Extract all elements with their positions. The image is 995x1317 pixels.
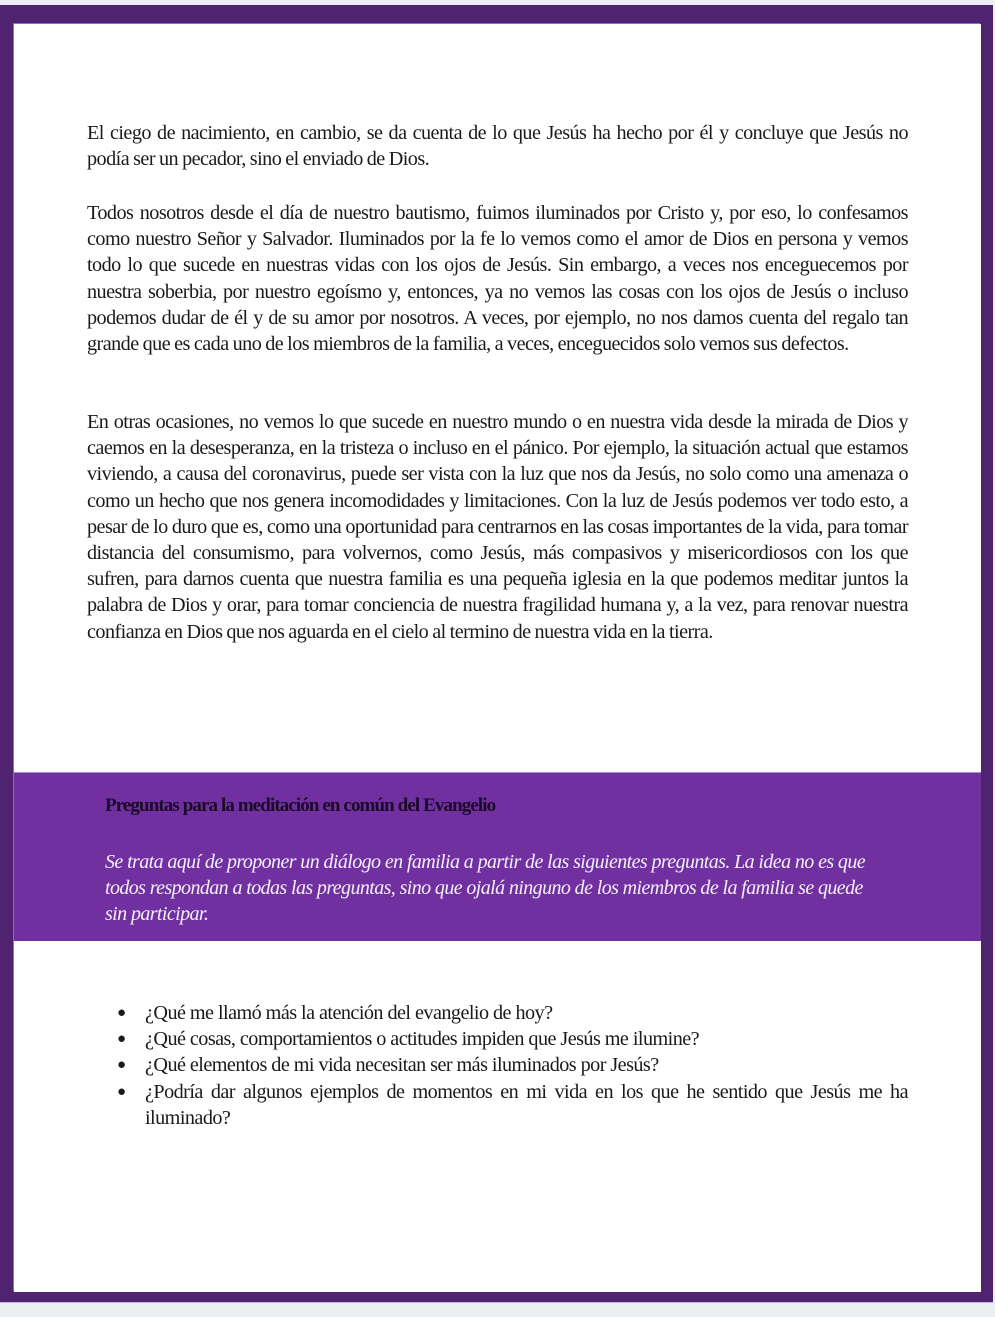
bullet-icon: ● — [117, 1083, 126, 1100]
paragraph-1 — [87, 120, 908, 172]
question-item — [107, 1026, 908, 1052]
paragraph-1-text: El ciego de nacimiento, en cambio, se da cuenta de lo que Jesús ha hecho por él y concluye que Jesús no podía ser un pecador, sino el enviado de Dios. — [87, 122, 908, 171]
meditation-banner — [14, 772, 981, 941]
question-text: ¿Qué me llamó más la atención del evangelio de hoy? — [145, 1002, 553, 1024]
question-list — [107, 1000, 908, 1131]
page-frame — [0, 5, 993, 1302]
paragraph-3-text: En otras ocasiones, no vemos lo que sucede en nuestro mundo o en nuestra vida desde la mirada de Dios y caemos en la desesperanza, en la tristeza o incluso en el pánico. Por ejemplo, la situación actual que estamos viviendo, a causa del coronavirus, puede ser vista con la luz que nos da Jesús, no solo como una amenaza o como un hecho que nos genera incomodidades y limitaciones. Con la luz de Jesús podemos ver todo esto, a pesar de lo duro que es, como una oportunidad para centrarnos en las cosas importantes de la vida, para tomar distancia del consumismo, para volvernos, como Jesús, más compasivos y misericordiosos con los que sufren, para darnos cuenta que nuestra familia es una pequeña iglesia en la que podemos meditar juntos la palabra de Dios y orar, para tomar conciencia de nuestra fragilidad humana y, a la vez, para renovar nuestra confianza en Dios que nos aguarda en el cielo al termino de nuestra vida en la tierra. — [87, 411, 908, 643]
bullet-icon: ● — [117, 1005, 126, 1021]
question-item — [107, 1000, 908, 1026]
paragraph-2 — [87, 200, 908, 357]
question-text: ¿Qué cosas, comportamientos o actitudes impiden que Jesús me ilumine? — [145, 1028, 700, 1051]
question-item — [107, 1079, 908, 1131]
paragraph-2-text: Todos nosotros desde el día de nuestro bautismo, fuimos iluminados por Cristo y, por eso, lo confesamos como nuestro Señor y Salvador. Iluminados por la fe lo vemos como el amor de Dios en persona y vemos todo lo que sucede en nuestras vidas con los ojos de Jesús. Sin embargo, a veces nos enceguecemos por nuestra soberbia, por nuestro egoísmo y, entonces, ya no vemos las cosas con los ojos de Jesús o incluso podemos dudar de él y de su amor por nosotros. A veces, por ejemplo, no nos damos cuenta del regalo tan grande que es cada uno de los miembros de la familia, a veces, enceguecidos solo vemos sus defectos. — [87, 202, 908, 356]
question-item — [107, 1052, 908, 1078]
bullet-icon: ● — [117, 1057, 126, 1074]
meditation-intro: Se trata aquí de proponer un diálogo en familia a partir de las siguientes preguntas. La idea no es que todos respondan a todas las preguntas, sino que ojalá ninguno de los miembros de la familia se quede sin participar. — [105, 851, 866, 925]
question-text: ¿Qué elementos de mi vida necesitan ser más iluminados por Jesús? — [145, 1054, 659, 1077]
bullet-icon: ● — [117, 1031, 126, 1048]
paragraph-3 — [87, 409, 908, 645]
question-text: ¿Podría dar algunos ejemplos de momentos en mi vida en los que he sentido que Jesús me ha iluminado? — [145, 1080, 908, 1129]
document-page — [14, 24, 981, 1292]
meditation-title: Preguntas para la meditación en común del Evangelio — [105, 795, 496, 816]
